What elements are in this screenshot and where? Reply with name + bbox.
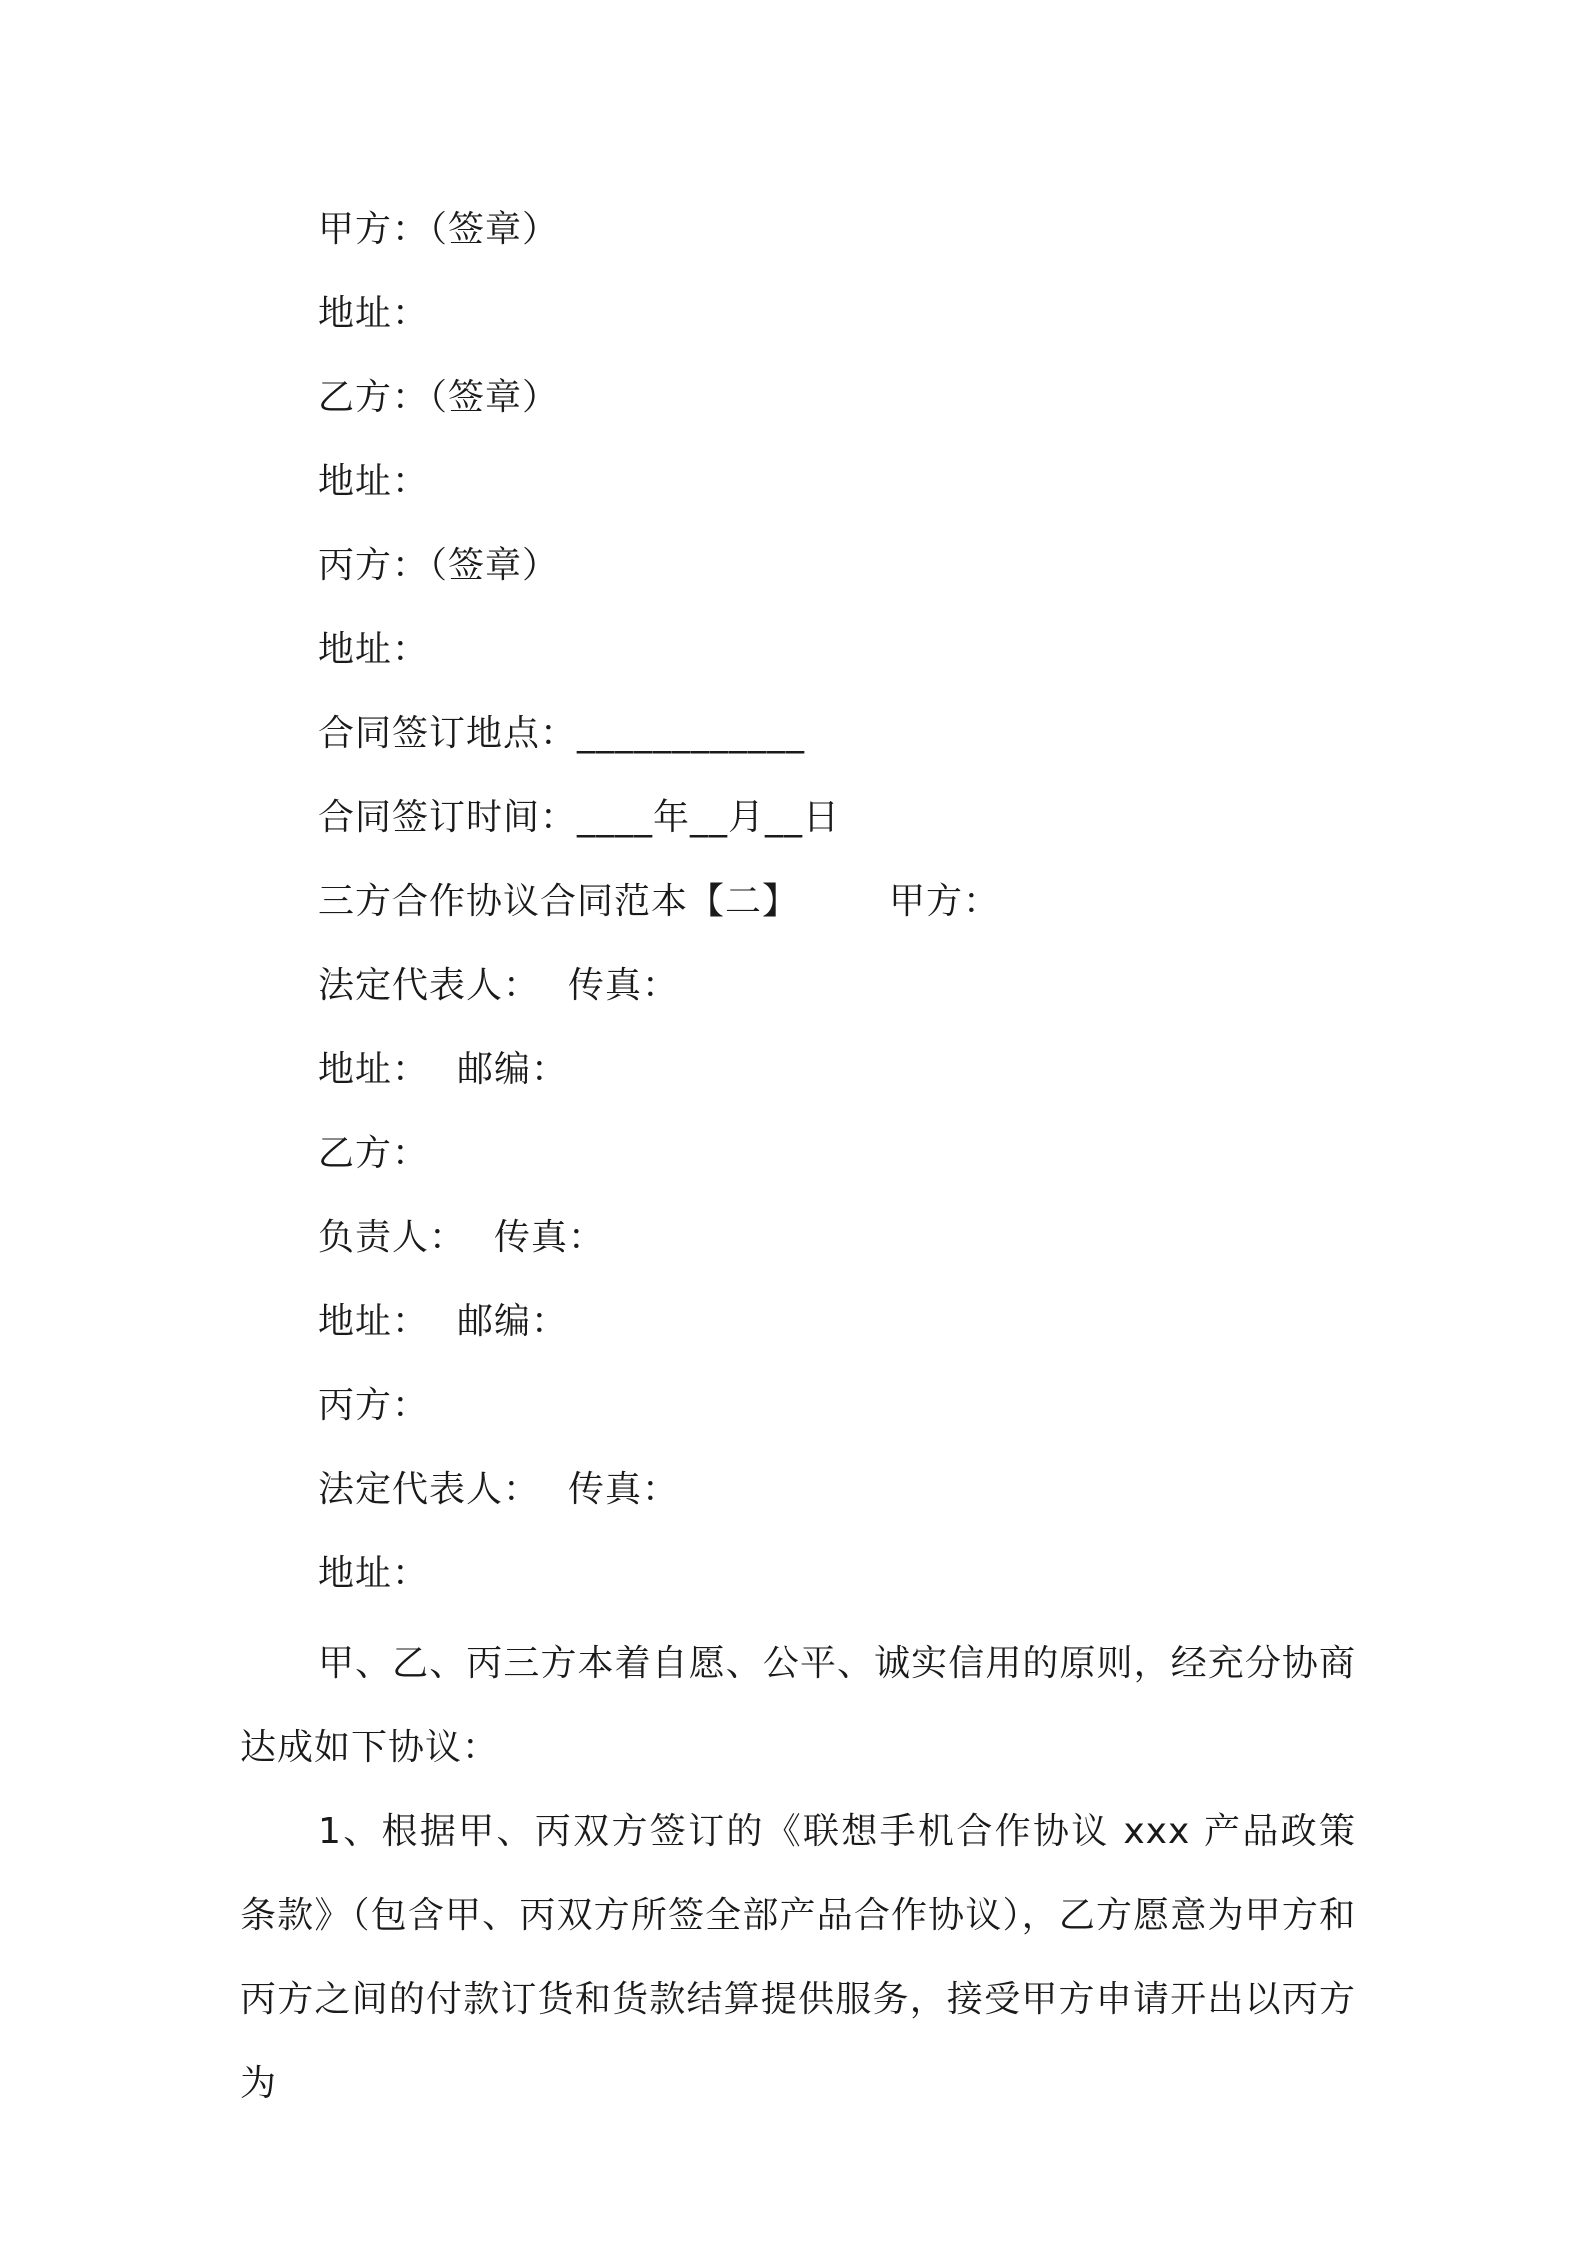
intro-paragraph: 甲、乙、丙三方本着自愿、公平、诚实信用的原则，经充分协商达成如下协议： <box>240 1643 1356 1768</box>
clause-1-paragraph: 1、根据甲、丙双方签订的《联想手机合作协议 xxx 产品政策条款》（包含甲、丙双方所签全部产品合作协议），乙方愿意为甲方和丙方之间的付款订货和货款结算提供服务，接受甲方申请开出以丙方为 <box>240 1811 1356 2104</box>
party-c-label: 丙方： <box>318 1385 430 1426</box>
party-c-rep-label: 法定代表人： <box>318 1469 541 1510</box>
party-a-address-row <box>318 1048 568 1092</box>
party-c-rep-row <box>318 1468 679 1512</box>
party-b-fax-label: 传真： <box>494 1217 606 1258</box>
party-c-address: 地址： <box>318 629 430 670</box>
party-c-address-label: 地址： <box>318 1553 430 1594</box>
party-a-address: 地址： <box>318 293 430 334</box>
party-a-signature: 甲方：（签章） <box>318 209 560 250</box>
party-b-label: 乙方： <box>318 1133 430 1174</box>
party-b-address: 地址： <box>318 461 430 502</box>
contract-time: 合同签订时间：____年__月__日 <box>318 797 841 838</box>
contract-place: 合同签订地点：____________ <box>318 713 806 754</box>
template-two-title: 三方合作协议合同范本【二】 <box>318 881 800 922</box>
party-c-fax-label: 传真： <box>568 1469 680 1510</box>
party-b-rep-label: 负责人： <box>318 1217 467 1258</box>
template-two-party-a-label: 甲方： <box>889 881 1001 922</box>
party-a-address-label: 地址： <box>318 1049 430 1090</box>
party-b-address-label: 地址： <box>318 1301 430 1342</box>
party-a-postcode-label: 邮编： <box>457 1049 569 1090</box>
party-a-fax-label: 传真： <box>568 965 680 1006</box>
party-b-postcode-label: 邮编： <box>457 1301 569 1342</box>
party-b-signature: 乙方：（签章） <box>318 377 560 418</box>
party-a-rep-row <box>318 964 679 1008</box>
template-two-heading-row <box>318 880 1000 924</box>
party-a-rep-label: 法定代表人： <box>318 965 541 1006</box>
party-c-signature: 丙方：（签章） <box>318 545 560 586</box>
party-b-address-row <box>318 1300 568 1344</box>
party-b-rep-row <box>318 1216 605 1260</box>
